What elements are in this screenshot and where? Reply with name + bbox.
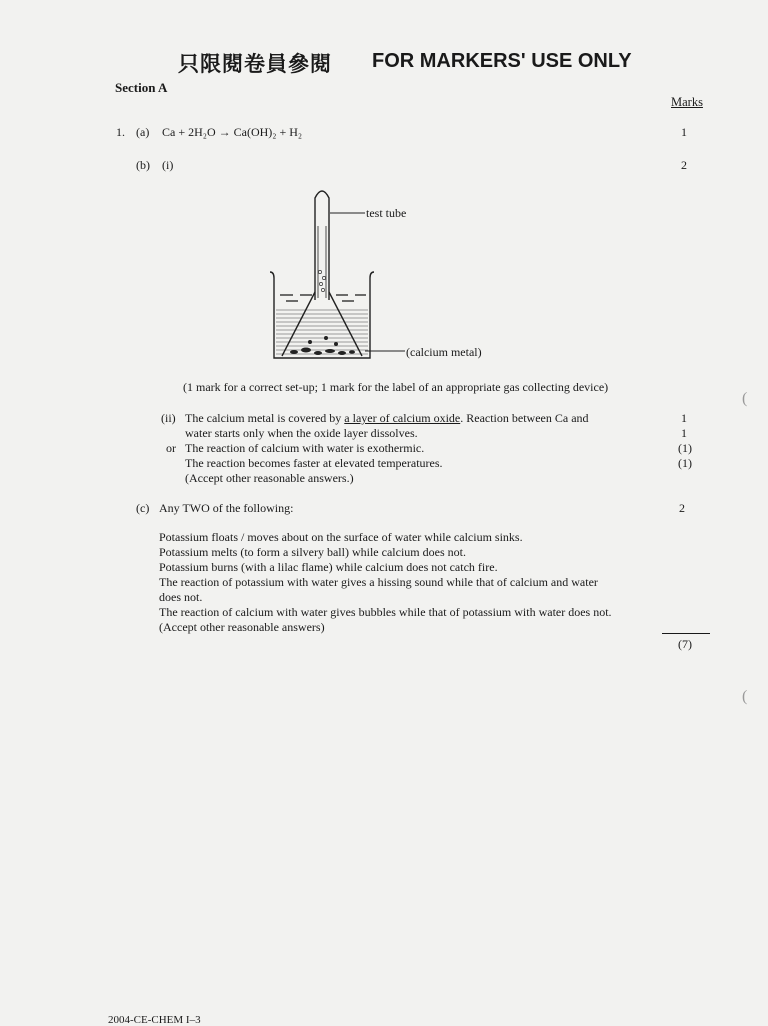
scan-mark: ( [742, 688, 748, 705]
part-b-ii-mark-2: 1 [681, 426, 687, 440]
part-c-intro: Any TWO of the following: [159, 501, 294, 515]
part-b-i-note: (1 mark for a correct set-up; 1 mark for the label of an appropriate gas collecting device) [183, 380, 609, 394]
footer-code: 2004-CE-CHEM I–3 [108, 1014, 201, 1026]
part-b-ii-line-1: The calcium metal is covered by a layer of calcium oxide. Reaction between Ca and [185, 411, 589, 425]
part-c-item: Potassium burns (with a lilac flame) while calcium does not catch fire. [159, 560, 498, 574]
total-rule [662, 633, 710, 634]
part-b-ii-mark-3: (1) [678, 441, 692, 455]
part-c-item: (Accept other reasonable answers) [159, 620, 325, 634]
part-c-item: does not. [159, 590, 203, 604]
part-b-ii-line-5: (Accept other reasonable answers.) [185, 471, 354, 485]
part-a-label: (a) [136, 125, 150, 139]
label-calcium-metal: (calcium metal) [406, 345, 482, 359]
header-title-english: FOR MARKERS' USE ONLY [372, 50, 632, 72]
part-c-item: The reaction of potassium with water gives a hissing sound while that of calcium and water [159, 575, 598, 589]
part-c-item: Potassium melts (to form a silvery ball) while calcium does not. [159, 545, 466, 559]
label-test-tube: test tube [366, 206, 407, 220]
gas-bubbles [318, 270, 325, 291]
section-title: Section A [115, 80, 168, 95]
part-b-label: (b) [136, 158, 150, 172]
marks-heading: Marks [671, 95, 703, 109]
part-a-marks: 1 [681, 125, 687, 139]
part-c-item: Potassium floats / moves about on the surface of water while calcium sinks. [159, 530, 523, 544]
scan-mark: ( [742, 390, 748, 407]
part-c-item: The reaction of calcium with water gives bubbles while that of potassium with water does not. [159, 605, 612, 619]
question-number: 1. [116, 125, 125, 139]
part-b-ii-line-3: The reaction of calcium with water is exothermic. [185, 441, 425, 455]
total-marks: (7) [678, 637, 692, 651]
part-b-i-label: (i) [162, 158, 174, 172]
calcium-pieces [290, 336, 355, 355]
test-tube [315, 191, 329, 300]
header-title-chinese: 只限閱卷員參閱 [178, 52, 332, 76]
water-hatching [276, 310, 368, 354]
part-b-i-marks: 2 [681, 158, 687, 172]
part-c-label: (c) [136, 501, 150, 515]
part-a-equation: Ca + 2H₂O → Ca(OH)₂ + H₂ [162, 125, 303, 139]
part-b-ii-label: (ii) [161, 411, 176, 425]
water-surface [280, 295, 366, 301]
part-b-ii-mark-4: (1) [678, 456, 692, 470]
part-b-ii-line-2: water starts only when the oxide layer dissolves. [185, 426, 418, 440]
part-b-ii-mark-1: 1 [681, 411, 687, 425]
part-b-ii-line-4: The reaction becomes faster at elevated temperatures. [185, 456, 443, 470]
part-c-marks: 2 [679, 501, 685, 515]
or-label: or [166, 441, 176, 455]
